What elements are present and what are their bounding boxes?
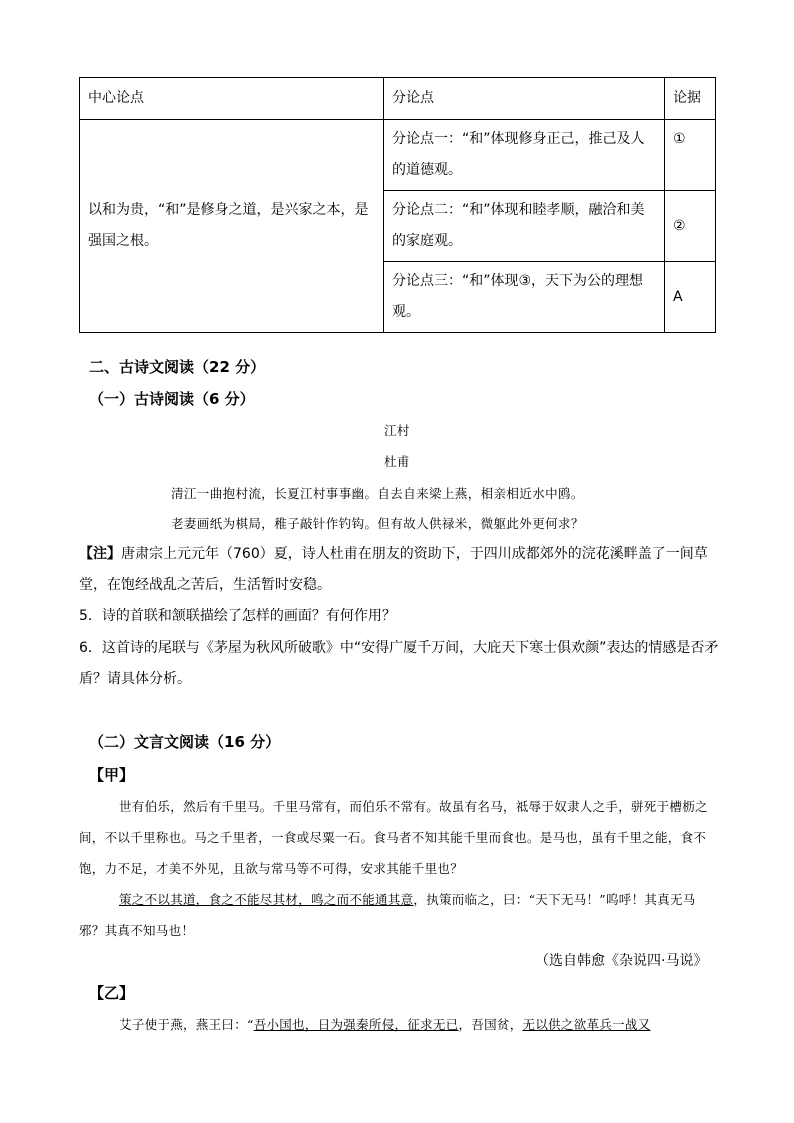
passage-jia-paragraph: 世有伯乐，然后有千里马。千里马常有，而伯乐不常有。故虽有名马，祗辱于奴隶人之手，骈死于槽枥之间，不以千里称也。马之千里者，一食或尽粟一石。食马者不知其能千里而食也。是马也，虽有千里之能，食不饱，力不足，才美不外见，且欲与常马等不可得，安求其能千里也？ bbox=[79, 799, 708, 876]
evidence-3: A bbox=[665, 262, 716, 333]
subsection-heading-poem: （一）古诗阅读（6 分） bbox=[89, 390, 255, 408]
header-central: 中心论点 bbox=[80, 78, 384, 120]
subpoint-1: 分论点一：“和”体现修身正己，推己及人的道德观。 bbox=[384, 120, 665, 191]
question-6: 6．这首诗的尾联与《茅屋为秋风所破歌》中“安得广厦千万间，大庇天下寒士俱欢颜”表达的情感是否矛盾？请具体分析。 bbox=[79, 640, 719, 687]
header-subpoint: 分论点 bbox=[384, 78, 665, 120]
poem-line: 老妻画纸为棋局，稚子敲针作钓钩。但有故人供禄米，微躯此外更何求？ bbox=[171, 516, 584, 531]
passage-yi-paragraph bbox=[79, 1009, 719, 1040]
passage-text: 艾子使于燕，燕王曰：“ bbox=[119, 1017, 254, 1032]
underlined-sentence: 吾小国也，日为强秦所侵，征求无已 bbox=[253, 1017, 459, 1032]
subpoint-2: 分论点二：“和”体现和睦孝顺，融洽和美的家庭观。 bbox=[384, 191, 665, 262]
poem-line: 清江一曲抱村流，长夏江村事事幽。自去自来梁上燕，相亲相近水中鸥。 bbox=[171, 486, 584, 501]
passage-source: （选自韩愈《杂说四·马说》 bbox=[535, 953, 708, 969]
note-text: 唐肃宗上元元年（760）夏，诗人杜甫在朋友的资助下，于四川成都郊外的浣花溪畔盖了一间草堂，在饱经战乱之苦后，生活暂时安稳。 bbox=[79, 546, 708, 593]
passage-jia-paragraph bbox=[79, 884, 719, 946]
evidence-2: ② bbox=[665, 191, 716, 262]
underlined-sentence: 策之不以其道，食之不能尽其材，鸣之而不能通其意 bbox=[119, 892, 414, 907]
central-argument: 以和为贵，“和”是修身之道，是兴家之本，是强国之根。 bbox=[80, 120, 384, 333]
underlined-sentence: 无以供之欲革兵一战又 bbox=[522, 1017, 651, 1032]
header-evidence: 论据 bbox=[665, 78, 716, 120]
subsection-heading-classical: （二）文言文阅读（16 分） bbox=[89, 733, 281, 751]
passage-label-yi: 【乙】 bbox=[89, 984, 135, 1002]
poem-title: 江村 bbox=[384, 423, 410, 438]
note-label: 【注】 bbox=[79, 546, 121, 562]
table-row bbox=[80, 120, 716, 191]
poem-author: 杜甫 bbox=[384, 454, 410, 469]
evidence-1: ① bbox=[665, 120, 716, 191]
passage-text: ，吾国贫， bbox=[458, 1017, 523, 1032]
question-5: 5．诗的首联和颔联描绘了怎样的画面？有何作用？ bbox=[79, 608, 396, 624]
table-header-row bbox=[80, 78, 716, 120]
passage-text: ，执策而临之，曰：“天下无马！”呜呼！其真无马邪？其真不知马也！ bbox=[79, 892, 696, 938]
subpoint-3: 分论点三：“和”体现③，天下为公的理想观。 bbox=[384, 262, 665, 333]
poem-note bbox=[79, 539, 719, 601]
argument-table bbox=[79, 77, 716, 333]
passage-label-jia: 【甲】 bbox=[89, 766, 135, 784]
section-heading: 二、古诗文阅读（22 分） bbox=[89, 358, 266, 376]
